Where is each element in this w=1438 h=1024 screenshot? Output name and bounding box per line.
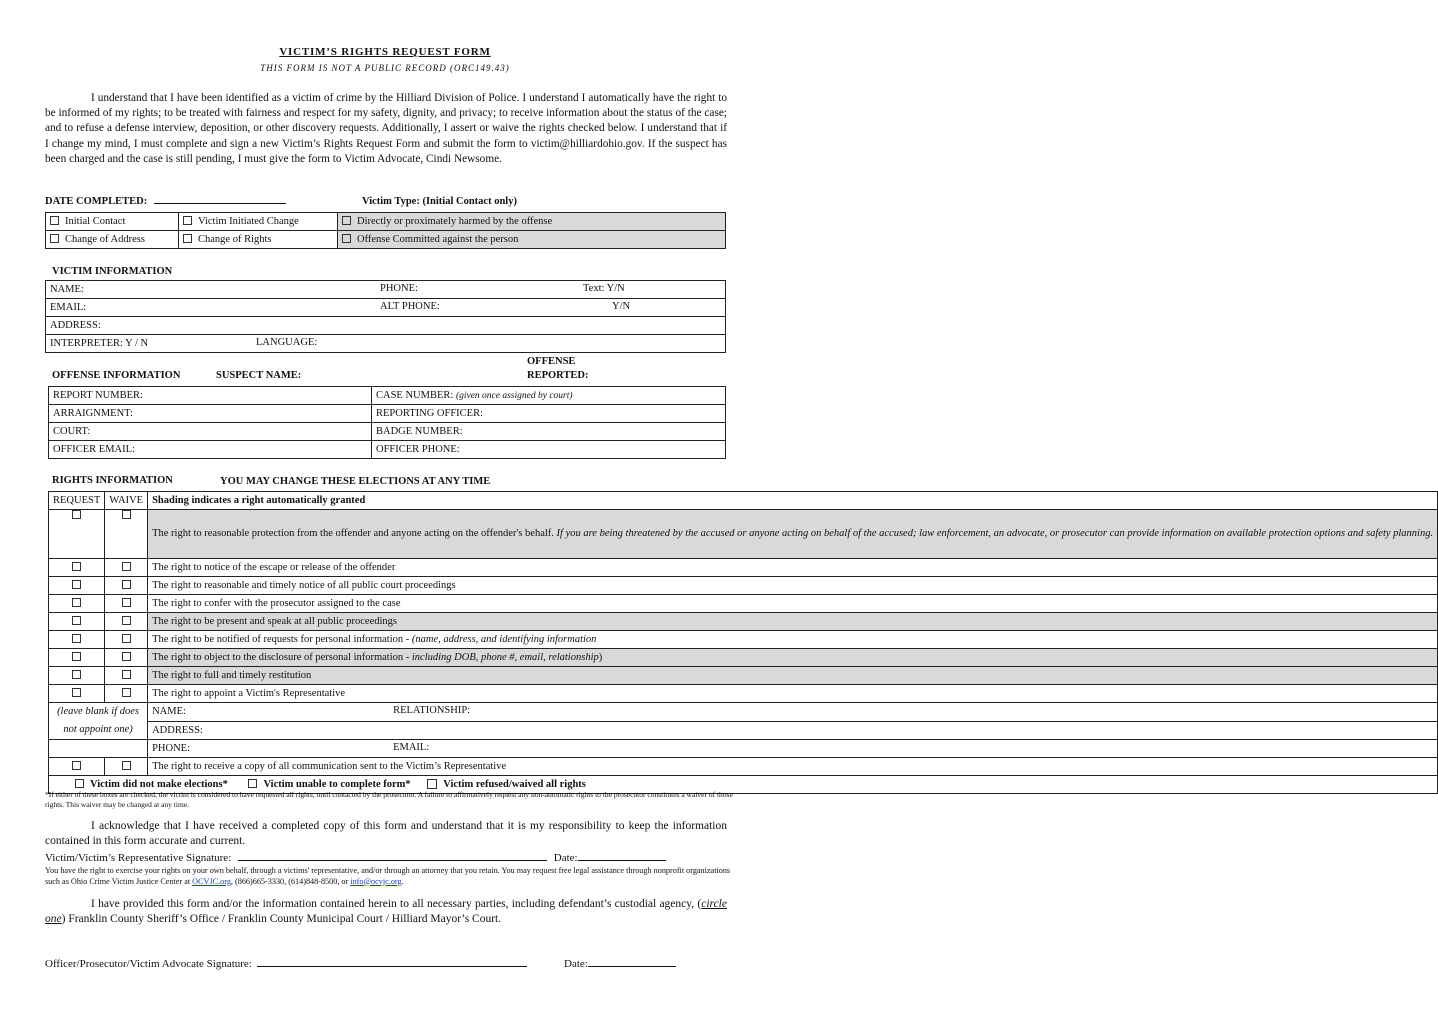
waive-checkbox[interactable] (122, 580, 131, 589)
victim-info-table (45, 280, 726, 353)
date-completed-line[interactable] (154, 203, 286, 204)
rep-phone-field[interactable]: PHONE: EMAIL: (148, 740, 1438, 758)
provided-paragraph: I have provided this form and/or the information contained herein to all necessary parties, including defendant’s custodial agency, (circle one) Franklin County Sheriff’s Office / Franklin County Municipal Court / Hilliard Mayor’s Court. (45, 898, 727, 926)
alt-yn-label[interactable]: Y/N (612, 301, 631, 312)
legal-assistance-note: You have the right to exercise your rights on your own behalf, through a victims' representative, and/or through an attorney that you retain. You may request free legal assistance through nonprofit organizations such as Ohio Crime Victim Justice Center at OCVJC.org, (866)665-3330, (614)848-8500, or info@ocvjc.org. (45, 866, 731, 886)
suspect-name-label: SUSPECT NAME: (216, 370, 302, 381)
right-restitution: The right to full and timely restitution (148, 667, 1438, 685)
court-field[interactable]: COURT: (49, 423, 372, 441)
checkbox[interactable] (50, 216, 59, 225)
rights-table (48, 491, 1438, 794)
officer-signature-line[interactable] (257, 966, 527, 967)
request-checkbox[interactable] (72, 634, 81, 643)
footnote: *If either of these boxes are checked, the victim is considered to have requested all rights, until contacted by the prosecutor. A failure to affirmatively request any non-automatic rights to the prosecutor constitutes a waiver of those rights. This waiver may be changed at any time. (45, 790, 733, 809)
ocvjc-link[interactable]: OCVJC.org (192, 876, 231, 886)
change-of-rights-option[interactable]: Change of Rights (179, 231, 338, 249)
ocvjc-email-link[interactable]: info@ocvjc.org (350, 876, 402, 886)
directly-harmed-option[interactable]: Directly or proximately harmed by the offense (338, 213, 726, 231)
request-checkbox[interactable] (72, 510, 81, 519)
victim-signature-line[interactable] (238, 860, 547, 861)
waive-column-header: WAIVE (105, 492, 148, 510)
rights-info-header: RIGHTS INFORMATION (52, 475, 173, 486)
contact-type-table (45, 212, 726, 249)
officer-date-line[interactable] (588, 966, 676, 967)
change-of-address-option[interactable]: Change of Address (46, 231, 179, 249)
acknowledge-paragraph: I acknowledge that I have received a completed copy of this form and understand that it is my responsibility to keep the information contained in this form accurate and current. (45, 820, 727, 848)
checkbox[interactable] (50, 234, 59, 243)
badge-number-field[interactable]: BADGE NUMBER: (372, 423, 726, 441)
waive-checkbox[interactable] (122, 634, 131, 643)
officer-phone-field[interactable]: OFFICER PHONE: (372, 441, 726, 459)
election-status-row: Victim did not make elections* Victim unable to complete form* Victim refused/waived all rights (49, 776, 1438, 794)
request-column-header: REQUEST (49, 492, 105, 510)
request-checkbox[interactable] (72, 652, 81, 661)
victim-phone-label: PHONE: (380, 283, 418, 294)
right-protection: The right to reasonable protection from the offender and anyone acting on the offender's behalf. If you are being threatened by the accused or anyone acting on behalf of the accused; law enforcement, an advocate, or prosecutor can provide information on available protection options and safety planning. (148, 510, 1438, 559)
victim-type-label: Victim Type: (Initial Contact only) (362, 196, 517, 207)
waive-checkbox[interactable] (122, 598, 131, 607)
refused-checkbox[interactable] (427, 779, 437, 789)
right-personal-info-requests: The right to be notified of requests for personal information - (name, address, and identifying information (148, 631, 1438, 649)
victim-initiated-change-option[interactable]: Victim Initiated Change (179, 213, 338, 231)
victim-info-header: VICTIM INFORMATION (52, 266, 173, 277)
officer-signature-row: Officer/Prosecutor/Victim Advocate Signature: (45, 958, 527, 970)
right-rep-communication-copy: The right to receive a copy of all communication sent to the Victim’s Representative (148, 758, 1438, 776)
victim-name-field[interactable]: NAME: PHONE: Text: Y/N (46, 281, 726, 299)
request-checkbox[interactable] (72, 670, 81, 679)
request-checkbox[interactable] (72, 616, 81, 625)
intro-paragraph: I understand that I have been identified as a victim of crime by the Hilliard Division of Police. I understand I automatically have the right to be informed of my rights; to be treated with fairness and respect for my safety, dignity, and privacy; to receive information about the status of the case; and to refuse a defense interview, deposition, or other discovery requests. Additionally, I assert or waive the rights checked below. I understand that if I change my mind, I must complete and sign a new Victim’s Rights Request Form and submit the form to victim@hilliardohio.gov. If the suspect has been charged and the case is still pending, I must give the form to Victim Advocate, Cindi Newsome. (45, 92, 727, 165)
checkbox[interactable] (342, 234, 351, 243)
victim-signature-row: Victim/Victim’s Representative Signature: Date: (45, 852, 666, 864)
form-subtitle: THIS FORM IS NOT A PUBLIC RECORD (ORC149.43) (260, 63, 510, 73)
date-completed-label: DATE COMPLETED: (45, 196, 286, 207)
right-appoint-representative: The right to appoint a Victim's Representative (148, 685, 1438, 703)
leave-blank-note: (leave blank if does not appoint one) (49, 703, 148, 740)
offense-reported-label: OFFENSE REPORTED: (527, 356, 589, 381)
waive-checkbox[interactable] (122, 761, 131, 770)
right-object-disclosure: The right to object to the disclosure of personal information - including DOB, phone #, email, relationship) (148, 649, 1438, 667)
form-title: VICTIM’S RIGHTS REQUEST FORM (279, 46, 491, 58)
waive-checkbox[interactable] (122, 688, 131, 697)
victim-email-field[interactable]: EMAIL: ALT PHONE: Y/N (46, 299, 726, 317)
no-elections-checkbox[interactable] (75, 779, 84, 788)
victim-date-line[interactable] (578, 860, 666, 861)
officer-email-field[interactable]: OFFICER EMAIL: (49, 441, 372, 459)
shading-note: Shading indicates a right automatically granted (148, 492, 1438, 510)
waive-checkbox[interactable] (122, 670, 131, 679)
rep-relationship-label: RELATIONSHIP: (393, 705, 471, 716)
request-checkbox[interactable] (72, 598, 81, 607)
change-elections-notice: YOU MAY CHANGE THESE ELECTIONS AT ANY TIME (220, 476, 491, 487)
checkbox[interactable] (183, 216, 192, 225)
interpreter-field[interactable]: INTERPRETER: Y / N LANGUAGE: (46, 335, 726, 353)
rep-address-field[interactable]: ADDRESS: (148, 721, 1438, 740)
right-confer-prosecutor: The right to confer with the prosecutor assigned to the case (148, 595, 1438, 613)
offense-info-table (48, 386, 726, 459)
request-checkbox[interactable] (72, 761, 81, 770)
right-present-speak: The right to be present and speak at all public proceedings (148, 613, 1438, 631)
rep-name-field[interactable]: NAME: RELATIONSHIP: (148, 703, 1438, 722)
reporting-officer-field[interactable]: REPORTING OFFICER: (372, 405, 726, 423)
arraignment-field[interactable]: ARRAIGNMENT: (49, 405, 372, 423)
language-label: LANGUAGE: (256, 337, 318, 348)
text-yn-label[interactable]: Text: Y/N (583, 283, 625, 294)
checkbox[interactable] (183, 234, 192, 243)
waive-checkbox[interactable] (122, 616, 131, 625)
right-escape-notice: The right to notice of the escape or release of the offender (148, 559, 1438, 577)
waive-checkbox[interactable] (122, 510, 131, 519)
waive-checkbox[interactable] (122, 652, 131, 661)
report-number-field[interactable]: REPORT NUMBER: (49, 387, 372, 405)
checkbox[interactable] (342, 216, 351, 225)
request-checkbox[interactable] (72, 562, 81, 571)
initial-contact-option[interactable]: Initial Contact (46, 213, 179, 231)
unable-checkbox[interactable] (248, 779, 257, 788)
offense-info-header: OFFENSE INFORMATION (52, 370, 181, 381)
case-number-field[interactable]: CASE NUMBER: (given once assigned by court) (372, 387, 726, 405)
right-court-notice: The right to reasonable and timely notice of all public court proceedings (148, 577, 1438, 595)
victim-address-field[interactable]: ADDRESS: (46, 317, 726, 335)
request-checkbox[interactable] (72, 688, 81, 697)
waive-checkbox[interactable] (122, 562, 131, 571)
alt-phone-label: ALT PHONE: (380, 301, 440, 312)
rep-email-label: EMAIL: (393, 742, 430, 753)
offense-against-person-option[interactable]: Offense Committed against the person (338, 231, 726, 249)
officer-date-row: Date: (564, 958, 676, 970)
request-checkbox[interactable] (72, 580, 81, 589)
